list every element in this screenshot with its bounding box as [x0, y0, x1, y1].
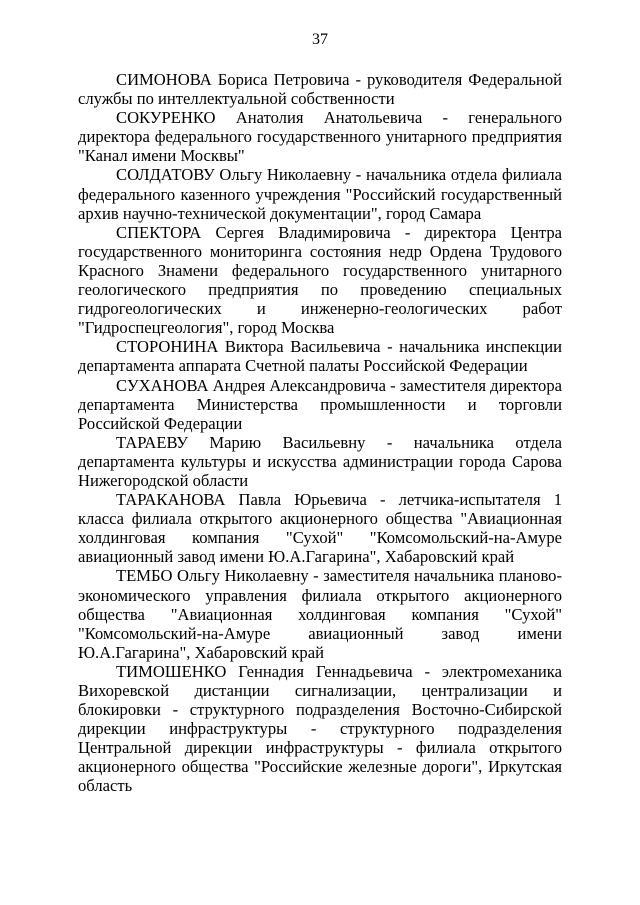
award-entry-taraeva: ТАРАЕВУ Марию Васильевну - начальника отдела департамента культуры и искусства администрации города Сарова Нижегородской области — [78, 432, 562, 490]
award-entry-simonov: СИМОНОВА Бориса Петровича - руководителя Федеральной службы по интеллектуальной собственности — [78, 70, 562, 109]
award-entry-soldatova: СОЛДАТОВУ Ольгу Николаевну - начальника отдела филиала федерального казенного учреждения "Российский государственный архив научно-технической документации", город Самара — [78, 165, 562, 223]
award-entry-spektor: СПЕКТОРА Сергея Владимировича - директора Центра государственного мониторинга состояния недр Ордена Трудового Красного Знамени федерального государственного унитарного геологического предприятия по проведению специальных гидрогеологических и инженерно-геологических работ "Гидроспецгеология", город Москва — [78, 222, 562, 338]
award-entry-storonin: СТОРОНИНА Виктора Васильевича - начальника инспекции департамента аппарата Счетной палаты Российской Федерации — [78, 337, 562, 376]
page-number: 37 — [312, 31, 328, 48]
award-list — [78, 70, 562, 796]
award-entry-sokurenko: СОКУРЕНКО Анатолия Анатольевича - генерального директора федерального государственного унитарного предприятия "Канал имени Москвы" — [78, 108, 562, 166]
award-entry-timoshenko: ТИМОШЕНКО Геннадия Геннадьевича - электромеханика Вихоревской дистанции сигнализации, централизации и блокировки - структурного подразделения Восточно-Сибирской дирекции инфраструктуры - структурного подразделения Центральной дирекции инфраструктуры - филиала открытого акционерного общества "Российские железные дороги", Иркутская область — [78, 661, 562, 796]
award-entry-tembo: ТЕМБО Ольгу Николаевну - заместителя начальника планово-экономического управления филиала открытого акционерного общества "Авиационная холдинговая компания "Сухой" "Комсомольский-на-Амуре авиационный завод имени Ю.А.Гагарина", Хабаровский край — [78, 566, 562, 662]
award-entry-tarakanov: ТАРАКАНОВА Павла Юрьевича - летчика-испытателя 1 класса филиала открытого акционерного общества "Авиационная холдинговая компания "Сухой" "Комсомольский-на-Амуре авиационный завод имени Ю.А.Гагарина", Хабаровский край — [78, 490, 562, 567]
award-entry-sukhanov: СУХАНОВА Андрея Александровича - заместителя директора департамента Министерства промышленности и торговли Российской Федерации — [78, 375, 563, 433]
